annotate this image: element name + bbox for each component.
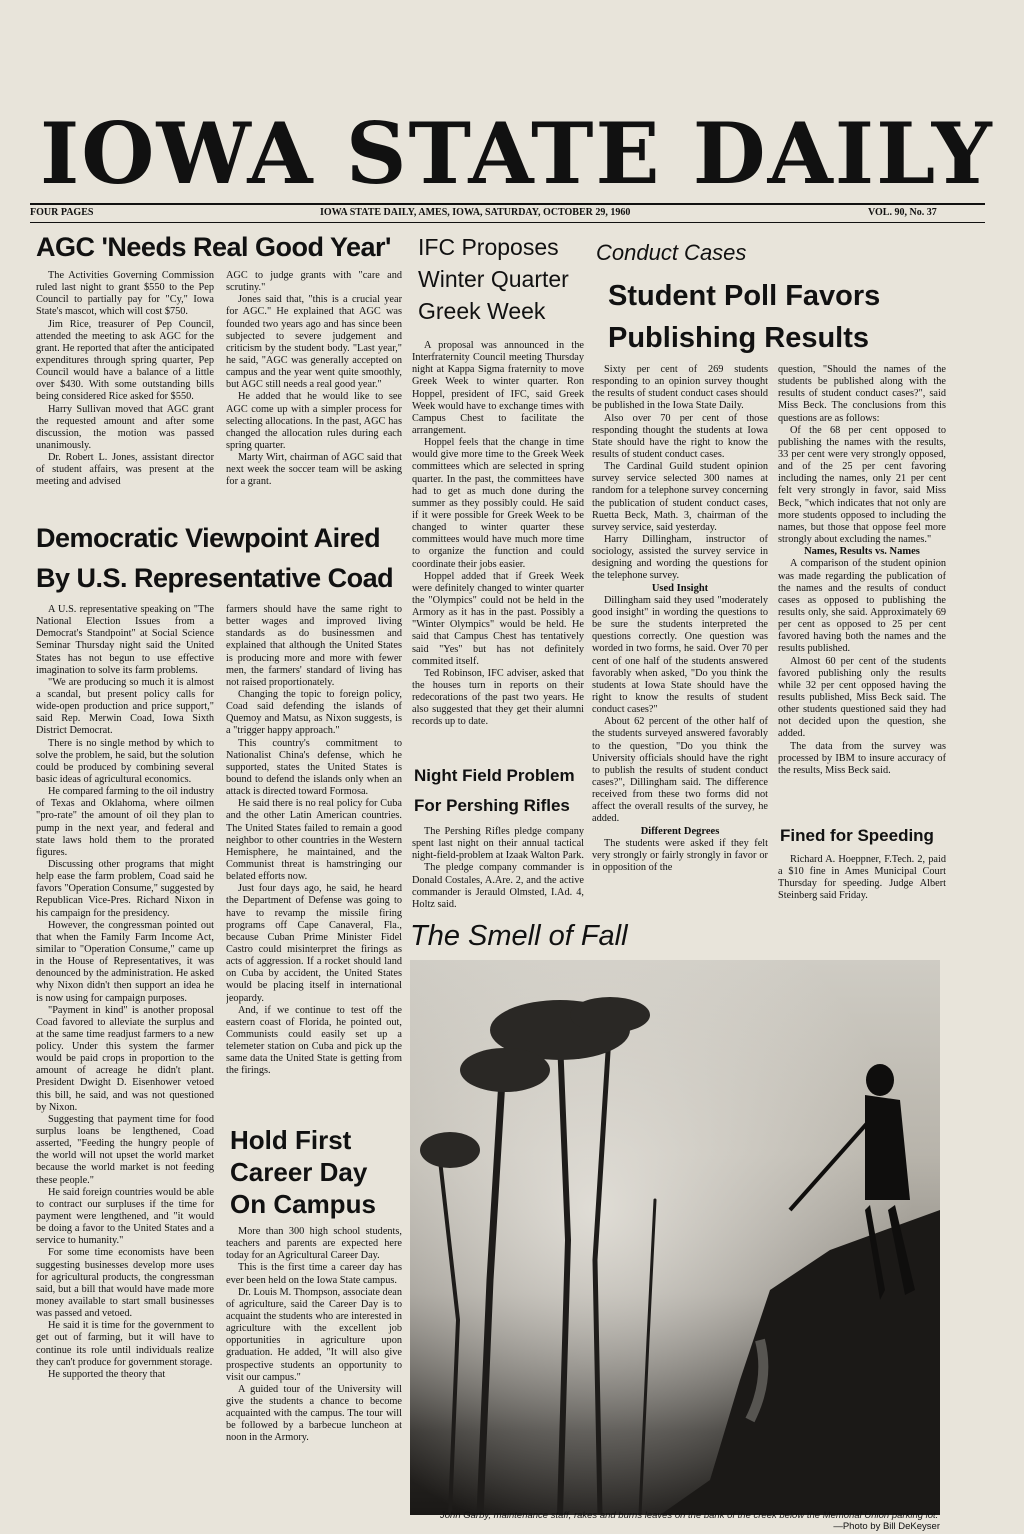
fined-paragraph: Richard A. Hoeppner, F.Tech. 2, paid a $10 fine in Ames Municipal Court Thursday for speeding. Judge Albert Steinberg said Friday. <box>778 854 946 902</box>
dateline: IOWA STATE DAILY, AMES, IOWA, SATURDAY, OCTOBER 29, 1960 <box>320 207 631 218</box>
democratic-paragraph: "We are producing so much it is almost a scandal, but present policy calls for wide-open production and price support," said Rep. Merwin Coad, Iowa Sixth District Democrat. <box>36 676 214 737</box>
agc-paragraph: Jones said that, "this is a crucial year for AGC." He explained that AGC was founded two years ago and has since been subjected to severe judgement and criticism by the student body. "Last year," he said, "AGC was generally accepted on campus and the year went quite smoothly, but AGC still needs a real good year." <box>226 294 402 391</box>
agc-paragraph: Dr. Robert L. Jones, assistant director of student affairs, was present at the meeting and advised <box>36 452 214 488</box>
conduct-subhead: Used Insight <box>651 582 709 594</box>
conduct-column-2 <box>778 364 946 824</box>
democratic-paragraph: He compared farming to the oil industry of Texas and Oklahoma, where oilmen "pro-rate" the amount of oil they plan to pump in the next year, and federal and state laws hold them to the prorated figures. <box>36 786 214 858</box>
conduct-paragraph: The data from the survey was processed by IBM to insure accuracy of the results, Miss Beck said. <box>778 740 946 776</box>
agc-paragraph: Harry Sullivan moved that AGC grant the requested amount and after some discussion, the motion was passed unanimously. <box>36 403 214 451</box>
ifc-headline-line-2: Winter Quarter <box>418 266 569 292</box>
agc-headline: AGC 'Needs Real Good Year' <box>36 232 391 262</box>
conduct-headline-line-1: Student Poll Favors <box>608 280 881 312</box>
conduct-paragraph: Dillingham said they used "moderately good insight" in wording the questions to be sure the students interpreted the questions correctly. One question was worded in two forms, he said. Over 70 per cent of one half of the students answered favorably when asked, "Do you think the students at Iowa State should have the right to know the results of student conduct cases?" <box>592 594 768 716</box>
democratic-paragraph: He supported the theory that <box>48 1368 166 1380</box>
conduct-paragraph: Harry Dillingham, instructor of sociology, assisted the survey service in designing and wording the questions for the telephone survey. <box>592 533 768 582</box>
dateline-rule <box>30 222 985 223</box>
democratic-paragraph: A U.S. representative speaking on "The National Election Issues from a Democrat's Standpoint" at Social Science Seminar Thursday night said the United States has not begun to use effective imagination to solve its farm problems. <box>36 604 214 676</box>
page-count: FOUR PAGES <box>30 207 94 218</box>
agc-paragraph: He added that he would like to see AGC come up with a simpler process for selecting allocations. In the past, AGC has changed the allocation rules during each spring quarter. <box>226 391 402 451</box>
ifc-headline-line-3: Greek Week <box>418 298 546 324</box>
dateline-bar <box>30 207 980 221</box>
democratic-paragraph: Suggesting that payment time for food surplus loans be lengthened, Coad asserted, "Feeding the hungry people of the world will not upset the world market because the world market is not feeding these people." <box>36 1113 214 1186</box>
democratic-paragraph: This country's commitment to Nationalist China's defense, which he supported, states the United States is bound to defend the islands only when an attack is directed toward Formosa. <box>226 737 402 798</box>
ifc-headline-line-1: IFC Proposes <box>418 234 559 260</box>
career-column <box>226 1226 402 1481</box>
democratic-paragraph: There is no single method by which to solve the problem, he said, but the solution could be produced by combining several basic ideas of agricultural economics. <box>36 737 214 785</box>
fall-photo-illustration <box>410 960 940 1515</box>
conduct-paragraph: Of the 68 per cent opposed to publishing the names with the results, 33 per cent were very strongly opposed, and of the 25 per cent favoring including the names, only 21 per cent felt very strongly in favor, said Miss Beck, "which indicates that not only are more students opposed to including the names, but those that oppose feel more strongly about excluding the names." <box>778 424 946 545</box>
fined-column <box>778 854 946 918</box>
night-paragraph: The pledge company commander is Donald Costales, A.Are. 2, and the active commander is Jerauld Olmsted, I.Ad. 4, Holtz said. <box>412 862 584 910</box>
democratic-paragraph: Discussing other programs that might help ease the farm problem, Coad said he favors "Operation Consume," suggested by Republican Vice-Pres. Richard Nixon in his campaign for the presidency. <box>36 858 214 919</box>
democratic-paragraph: However, the congressman pointed out that when the Family Farm Income Act, similar to "Operation Consume," came up in the House of Representatives, it was denounced by the administration. He asked why Nixon didn't then support an idea he is now using for campaign purposes. <box>36 919 214 1004</box>
ifc-column <box>412 340 584 760</box>
ifc-paragraph: Hoppel added that if Greek Week were definitely changed to winter quarter the "Olympics" could not be held in the Armory as it has in the past. Possibly a "Winter Olympics" would be held. He said that Campus Chest has tentatively said "Yes" but has not definitely commited itself. <box>412 570 584 667</box>
fall-photo <box>410 960 940 1515</box>
conduct-paragraph: Almost 60 per cent of the students favored publishing only the results while 32 per cent opposed having the results published, Miss Beck said. The other students questioned said they had not decided upon the question, she added. <box>778 655 946 740</box>
democratic-headline-line-2: By U.S. Representative Coad <box>36 563 394 593</box>
conduct-subhead: Names, Results vs. Names <box>804 546 920 558</box>
conduct-paragraph: A comparison of the student opinion was made regarding the publication of the names and the results of conduct cases as opposed to publishing the results only, she said. Approximately 69 per cent as opposed to 25 per cent favored having both the names and the results published. <box>778 558 946 655</box>
photo-credit: —Photo by Bill DeKeyser <box>833 1521 940 1533</box>
conduct-paragraph: About 62 percent of the other half of the students surveyed answered favorably to the question, "Do you think the University officials should have the right to publish the results of student conduct cases?", Dillingham said. The difference received from these two forms did not affect the overall results of the survey, he added. <box>592 716 768 825</box>
photo-caption-text: John Garby, maintenance staff, rakes and burns leaves on the bank of the creek below the Memorial Union parking lot. <box>440 1510 939 1521</box>
night-paragraph: The Pershing Rifles pledge company spent last night on their annual tactical night-field-problem at Izaak Walton Park. <box>412 826 584 862</box>
agc-paragraph: Jim Rice, treasurer of Pep Council, attended the meeting to ask AGC for the grant. He reported that after the anticipated expenditures through spring quarter, Pep Council would have a balance of a little over $430. With some outstanding bills being considered Rice asked for $550. <box>36 318 214 403</box>
fined-headline: Fined for Speeding <box>780 826 934 845</box>
agc-column-1 <box>36 270 214 510</box>
democratic-paragraph: For some time economists have been suggesting businesses develop more uses for agricultural products, the congressman said, but a bill that would have made more money available to start small businesses was passed and vetoed. <box>36 1247 214 1320</box>
democratic-column-2 <box>226 604 402 1119</box>
agc-paragraph: Marty Wirt, chairman of AGC said that next week the soccer team will be asking for a grant. <box>226 452 402 488</box>
photo-caption <box>440 1510 940 1533</box>
night-headline-line-2: For Pershing Rifles <box>414 796 570 815</box>
democratic-column-1 <box>36 604 214 1479</box>
democratic-paragraph: Changing the topic to foreign policy, Coad said defending the islands of Quemoy and Matsu, as Nixon suggests, is a "trigger happy approach." <box>226 688 402 737</box>
night-headline-line-1: Night Field Problem <box>414 766 575 785</box>
conduct-subhead: Different Degrees <box>640 825 720 837</box>
conduct-paragraph: The Cardinal Guild student opinion survey service selected 300 names at random for a telephone survey concerning the publication of student conduct cases, Ruetta Beck, Math. 3, chairman of the survey service, said yesterday. <box>592 461 768 533</box>
ifc-paragraph: Hoppel feels that the change in time would give more time to the Greek Week committees which are selected in spring quarter. In the past, the committees have had to get as much done during the summer as they possibly could. He said if it were possible for Greek Week to be changed to winter quarter these committees would have much more time to organize the function and could coordinate their jobs easier. <box>412 437 584 570</box>
democratic-paragraph: He said it is time for the government to get out of farming, but it will have to continue its role until individuals realize they can't produce for government storage. <box>36 1320 214 1368</box>
agc-paragraph: AGC to judge grants with "care and scrutiny." <box>226 270 402 294</box>
career-headline-line-3: On Campus <box>230 1189 376 1219</box>
ifc-paragraph: Ted Robinson, IFC adviser, asked that the houses turn in reports on their redecorations of the past two years. He also suggested that they get their alumni records up to date. <box>412 667 584 728</box>
career-headline-line-2: Career Day <box>230 1157 368 1187</box>
democratic-paragraph: Just four days ago, he said, he heard the Department of Defense was going to have to revamp the missile firing programs off Cape Canaveral, Fla., because Cuban Prime Minister Fidel Castro could misinterpret the firings as acts of aggression. If a rocket should land on Cuba by accident, the United States would be placing itself in international jeopardy. <box>226 883 402 1004</box>
democratic-paragraph: He said foreign countries would be able to contract our surpluses if the time for payment were lengthened, and "it would be doing a favor to the United States and a service to humanity." <box>36 1186 214 1247</box>
career-paragraph: A guided tour of the University will give the students a chance to become acquainted with the campus. The tour will be followed by a barbecue luncheon at noon in the Armory. <box>226 1383 402 1444</box>
photo-headline: The Smell of Fall <box>410 920 628 952</box>
conduct-paragraph: Also over 70 per cent of those responding thought the students at Iowa State should have the right to know the results of student conduct cases. <box>592 412 768 460</box>
ifc-paragraph: A proposal was announced in the Interfraternity Council meeting Thursday night at Kappa Sigma fraternity to move Greek Week to winter quarter. Ron Hoppel, president of IFC, said Greek Week would have to exchange times with Campus Chest to facilitate the arrangement. <box>412 340 584 436</box>
conduct-paragraph: The students were asked if they felt very strongly or fairly strongly in favor or in opposition of the <box>592 837 768 874</box>
volume-number: VOL. 90, No. 37 <box>868 207 937 218</box>
career-paragraph: This is the first time a career day has ever been held on the Iowa State campus. <box>226 1262 402 1286</box>
masthead-rule <box>30 203 985 205</box>
masthead-title: IOWA STATE DAILY <box>40 104 994 203</box>
conduct-kicker: Conduct Cases <box>596 240 747 265</box>
democratic-paragraph: And, if we continue to test off the eastern coast of Florida, he pointed out, Communists could easily set up a telemeter station on Cuba and pick up the same data the United State is getting from the firings. <box>226 1004 402 1077</box>
democratic-headline-line-1: Democratic Viewpoint Aired <box>36 523 381 553</box>
conduct-headline-line-2: Publishing Results <box>608 322 870 354</box>
conduct-paragraph: Sixty per cent of 269 students responding to an opinion survey thought the results of student conduct cases should be published in the Iowa State Daily. <box>592 364 768 412</box>
conduct-paragraph: question, "Should the names of the students be published along with the results of student conduct cases?", said Miss Beck. The conclusions from this questions are as follows: <box>778 364 946 424</box>
night-column <box>412 826 584 914</box>
agc-paragraph: The Activities Governing Commission ruled last night to grant $550 to the Pep Council to partially pay for "Cy," Iowa State's mascot, which will cost $750. <box>36 270 214 318</box>
democratic-paragraph: farmers should have the same right to better wages and improved living standards as do businessmen and explained that although the United States is producing more and more with fewer men, the farmers' standard of living has not raised proportionately. <box>226 604 402 688</box>
conduct-column-1 <box>592 364 768 919</box>
democratic-paragraph: He said there is no real policy for Cuba and the other Latin American countries. The United States failed to remain a good neighbor to other countries in the Western Hemisphere, he maintained, and the Communist threat is hamstringing our belated efforts now. <box>226 798 402 883</box>
agc-column-2 <box>226 270 402 510</box>
democratic-paragraph: "Payment in kind" is another proposal Coad favored to alleviate the surplus and at the same time readjust farmers to a new policy. Under this system the farmer would be paid crops in proportion to the amount of acreage he didn't plant. President Dwight D. Eisenhower vetoed this bill, he said, and was not questioned by Nixon. <box>36 1004 214 1113</box>
career-headline-line-1: Hold First <box>230 1125 352 1155</box>
career-paragraph: Dr. Louis M. Thompson, associate dean of agriculture, said the Career Day is to acquaint the students who are interested in agriculture with the excellent job opportunities in agriculture upon graduation. He added, "It will also give prospective students an opportunity to visit our campus." <box>226 1286 402 1383</box>
career-paragraph: More than 300 high school students, teachers and parents are expected here today for an Agricultural Career Day. <box>226 1226 402 1262</box>
